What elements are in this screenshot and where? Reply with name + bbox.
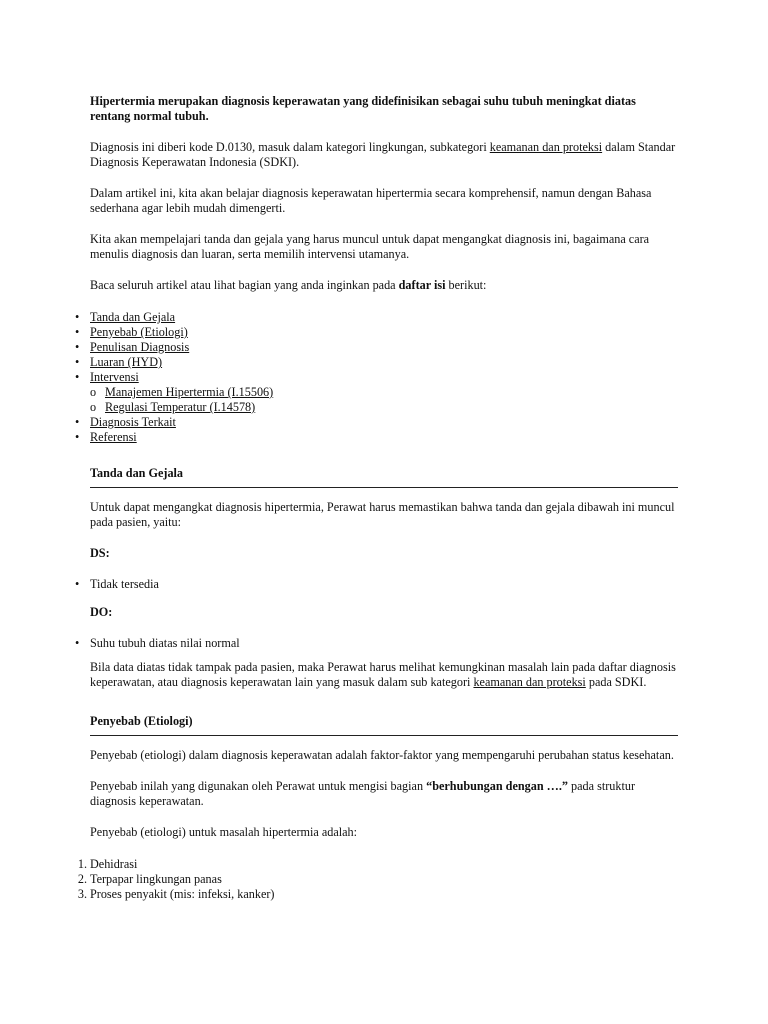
toc-link-penulisan[interactable]: Penulisan Diagnosis [90, 340, 190, 354]
etiologi-list [77, 857, 678, 902]
penyebab-p2-text-a: Penyebab inilah yang digunakan oleh Perawat untuk mengisi bagian [90, 779, 427, 793]
toc-link-referensi[interactable]: Referensi [90, 430, 137, 444]
tanda-p2-text-b: pada SDKI. [585, 675, 647, 689]
intro-p5-text-a: Baca seluruh artikel atau lihat bagian yang anda inginkan pada [90, 278, 399, 292]
toc-link-intervensi[interactable]: Intervensi [90, 370, 139, 384]
intro-p2-text-b: dalam Standar Diagnosis Keperawatan Indonesia (SDKI). [90, 140, 676, 169]
toc-subitem [105, 400, 678, 415]
intro-lead: Hipertermia merupakan diagnosis keperawatan yang didefinisikan sebagai suhu tubuh meningkat diatas rentang normal tubuh. [90, 94, 636, 123]
toc-item [90, 355, 678, 370]
penyebab-paragraph-definition: Penyebab (etiologi) dalam diagnosis keperawatan adalah faktor-faktor yang mempengaruhi perubahan status kesehatan. [90, 748, 674, 762]
toc-item [90, 370, 678, 415]
document-page [77, 94, 678, 902]
intro-paragraph-code [90, 140, 678, 170]
ds-label: DS: [90, 546, 110, 560]
list-item: • Suhu tubuh diatas nilai normal [90, 636, 678, 651]
do-label: DO: [90, 605, 113, 619]
toc-link-diagnosis-terkait[interactable]: Diagnosis Terkait [90, 415, 176, 429]
ds-list [90, 577, 678, 592]
intro-paragraph-article: Dalam artikel ini, kita akan belajar diagnosis keperawatan hipertermia secara komprehensif, namun dengan Bahasa sederhana agar lebih mudah dimengerti. [90, 186, 652, 215]
intro-paragraph-learn: Kita akan mempelajari tanda dan gejala yang harus muncul untuk dapat mengangkat diagnosis ini, bagaimana cara menulis diagnosis dan luaran, serta memilih intervensi utamanya. [90, 232, 650, 261]
toc-item [90, 340, 678, 355]
penyebab-paragraph-list-intro: Penyebab (etiologi) untuk masalah hipertermia adalah: [90, 825, 358, 839]
tanda-paragraph-intro: Untuk dapat mengangkat diagnosis hipertermia, Perawat harus memastikan bahwa tanda dan gejala dibawah ini muncul pada pasien, yaitu: [90, 500, 675, 529]
daftar-isi-bold: daftar isi [398, 278, 446, 292]
keamanan-proteksi-link[interactable]: keamanan dan proteksi [489, 140, 603, 154]
intro-p5-text-b: berikut: [445, 278, 487, 292]
toc-link-manajemen[interactable]: Manajemen Hipertermia (I.15506) [105, 385, 274, 399]
list-text: Terpapar lingkungan panas [90, 872, 222, 886]
toc-item [90, 415, 678, 430]
toc-item [90, 325, 678, 340]
toc-link-penyebab[interactable]: Penyebab (Etiologi) [90, 325, 188, 339]
intro-paragraph-toc [90, 278, 678, 293]
list-item [77, 857, 678, 872]
toc-subitem [105, 385, 678, 400]
list-text: Dehidrasi [90, 857, 138, 871]
penyebab-paragraph-usage [90, 779, 678, 809]
penyebab-p2-text-b: pada struktur diagnosis keperawatan. [90, 779, 636, 808]
list-text: Proses penyakit (mis: infeksi, kanker) [90, 887, 275, 901]
toc-sublist [90, 385, 678, 415]
list-item [77, 872, 678, 887]
list-number: 3. [77, 887, 87, 901]
keamanan-proteksi-link[interactable]: keamanan dan proteksi [473, 675, 586, 689]
toc-link-luaran[interactable]: Luaran (HYD) [90, 355, 163, 369]
intro-p2-text-a: Diagnosis ini diberi kode D.0130, masuk dalam kategori lingkungan, subkategori [90, 140, 490, 154]
berhubungan-dengan-bold: “berhubungan dengan ….” [426, 779, 568, 793]
toc-item [90, 310, 678, 325]
toc-item [90, 430, 678, 445]
section-heading-tanda: Tanda dan Gejala [90, 466, 678, 488]
list-item: • Tidak tersedia [90, 577, 678, 592]
do-list [90, 636, 678, 651]
tanda-p2-text-a: Bila data diatas tidak tampak pada pasien, maka Perawat harus melihat kemungkinan masalah lain pada daftar diagnosis keperawatan, atau diagnosis keperawatan lain yang masuk dalam sub kategori [90, 660, 676, 689]
list-item [77, 887, 678, 902]
tanda-paragraph-note [90, 660, 678, 690]
toc-link-regulasi[interactable]: Regulasi Temperatur (I.14578) [105, 400, 256, 414]
list-number: 1. [77, 857, 87, 871]
table-of-contents [90, 310, 678, 445]
list-number: 2. [77, 872, 87, 886]
section-heading-penyebab: Penyebab (Etiologi) [90, 714, 678, 736]
toc-link-tanda[interactable]: Tanda dan Gejala [90, 310, 176, 324]
